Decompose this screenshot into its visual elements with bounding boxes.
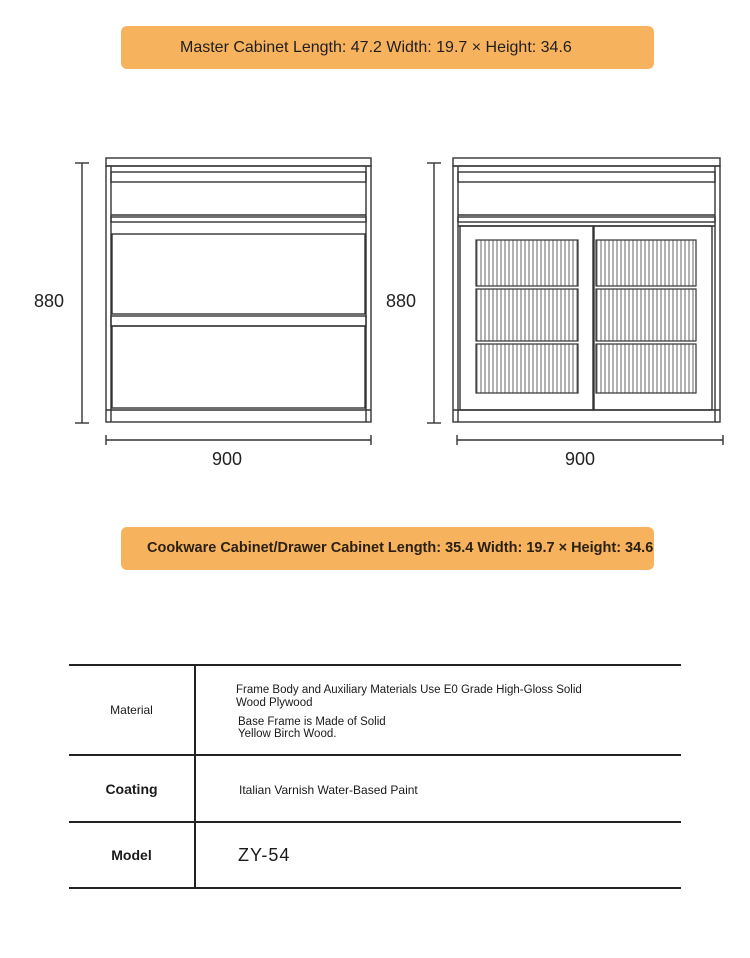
- spec-table: [69, 664, 681, 889]
- left-height-label: 880: [34, 291, 65, 311]
- material-line-1a: Frame Body and Auxiliary Materials Use E0 Grade High-Gloss Solid: [236, 684, 582, 696]
- spec-row-material: [69, 664, 681, 754]
- material-line-1: [236, 684, 582, 710]
- material-line-2a: Base Frame is Made of Solid: [238, 716, 386, 728]
- master-cabinet-dimensions: Master Cabinet Length: 47.2 Width: 19.7 × Height: 34.6: [180, 39, 572, 56]
- model-label: Model: [111, 847, 152, 863]
- material-line-2b: Yellow Birch Wood.: [238, 728, 337, 740]
- material-label: Material: [110, 703, 153, 717]
- right-height-label: 880: [386, 291, 417, 311]
- material-line-2: [238, 716, 386, 740]
- model-value: ZY-54: [238, 845, 291, 865]
- material-line-1b: Wood Plywood: [236, 697, 313, 709]
- cookware-cabinet-dimensions: Cookware Cabinet/Drawer Cabinet Length: 35.4 Width: 19.7 × Height: 34.6: [147, 540, 654, 556]
- drawer-cabinet-drawing: [75, 158, 371, 445]
- spec-row-model: [69, 821, 681, 889]
- spec-row-coating: [69, 754, 681, 821]
- coating-value: Italian Varnish Water-Based Paint: [239, 783, 418, 797]
- column-divider: [194, 756, 196, 821]
- left-width-label: 900: [212, 449, 243, 469]
- column-divider: [194, 666, 196, 754]
- fluted-panels: [476, 240, 696, 393]
- right-width-label: 900: [565, 449, 596, 469]
- column-divider: [194, 823, 196, 887]
- coating-label: Coating: [105, 780, 158, 797]
